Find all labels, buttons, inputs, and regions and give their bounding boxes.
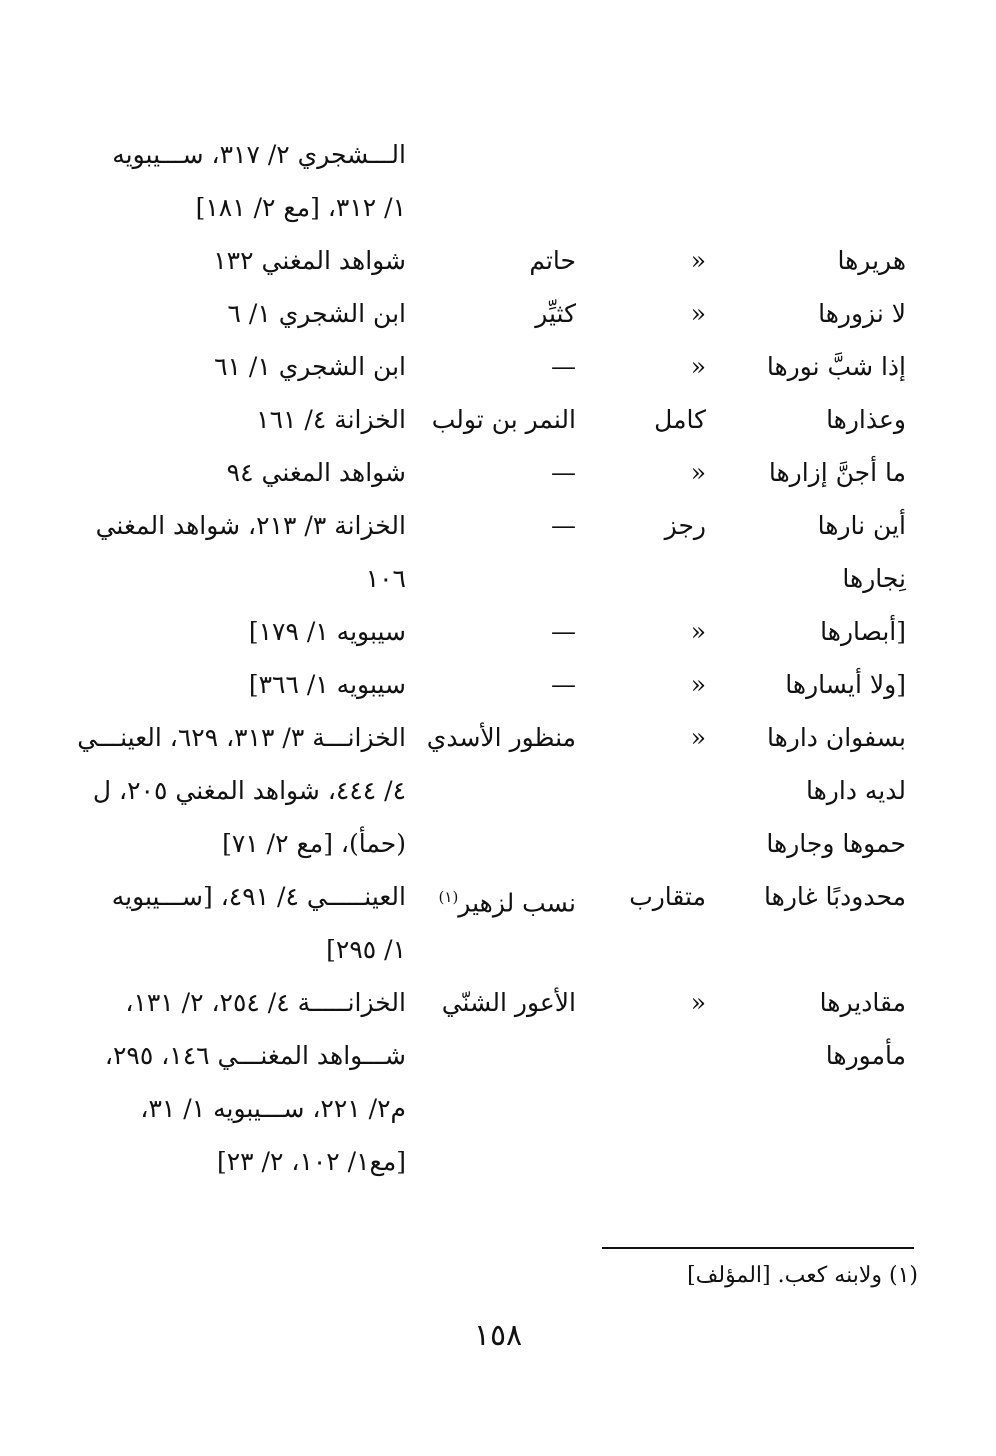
source-cell: الخزانـــة ٣/ ٣١٣، ٦٢٩، العينـــي — [77, 723, 406, 752]
poet-name: نسب لزهير — [458, 888, 576, 918]
source-cell: ١/ ٢٩٥] — [326, 935, 406, 964]
rhyme-word-cell: مقاديرها — [819, 988, 906, 1017]
rhyme-word-cell: وعذارها — [826, 405, 906, 434]
source-cell: الخزانة ٤/ ١٦١ — [256, 405, 406, 434]
source-cell: الـــشجري ٢/ ٣١٧، ســـيبويه — [112, 140, 406, 169]
poet-cell: — — [551, 511, 576, 540]
rhyme-word-cell: ما أجنَّ إزارها — [768, 458, 906, 487]
poet-cell: كثيِّر — [535, 299, 576, 328]
poet-cell: النمر بن تولب — [431, 405, 576, 434]
table-row — [0, 764, 996, 818]
source-cell: العينـــــي ٤/ ٤٩١، [ســـيبويه — [111, 882, 406, 911]
rhyme-word-cell: لديه دارها — [806, 776, 906, 805]
source-cell: ١٠٦ — [365, 564, 406, 593]
meter-cell: « — [690, 670, 706, 699]
source-cell: سيبويه ١/ ٣٦٦] — [248, 670, 406, 699]
source-cell: ابن الشجري ١/ ٦ — [227, 299, 406, 328]
table-row — [0, 658, 996, 712]
rhyme-word-cell: [ولا أيسارها — [785, 670, 906, 699]
rhyme-word-cell: إذا شبَّ نورها — [766, 352, 906, 381]
table-row — [0, 976, 996, 1030]
poet-cell — [416, 870, 576, 930]
table-row — [0, 393, 996, 447]
table-row — [0, 870, 996, 924]
source-cell: ابن الشجري ١/ ٦١ — [214, 352, 406, 381]
footnote-divider — [602, 1247, 914, 1249]
rhyme-word-cell: أين نارها — [817, 511, 906, 540]
meter-cell: رجز — [664, 511, 706, 540]
footnote: (١) ولابنه كعب. [المؤلف] — [687, 1263, 918, 1288]
meter-cell: « — [690, 617, 706, 646]
rhyme-word-cell: بسفوان دارها — [766, 723, 906, 752]
meter-cell: متقارب — [629, 882, 706, 911]
page-number: ١٥٨ — [473, 1318, 523, 1353]
table-row — [0, 446, 996, 500]
source-cell: ١/ ٣١٢، [مع ٢/ ١٨١] — [195, 193, 406, 222]
table-row — [0, 711, 996, 765]
table-row — [0, 923, 996, 977]
meter-cell: « — [690, 988, 706, 1017]
table-row — [0, 1135, 996, 1189]
meter-cell: « — [690, 458, 706, 487]
table-row — [0, 181, 996, 235]
footnote-marker: (١) — [438, 888, 459, 906]
source-cell: شواهد المغني ١٣٢ — [213, 246, 406, 275]
table-row — [0, 234, 996, 288]
rhyme-word-cell: محدودبًا غارها — [764, 882, 906, 911]
rhyme-word-cell: مأمورها — [825, 1041, 906, 1070]
table-row — [0, 128, 996, 182]
poet-cell: — — [551, 352, 576, 381]
poet-cell: — — [551, 670, 576, 699]
source-cell: (حمأ)، [مع ٢/ ٧١] — [222, 829, 406, 858]
meter-cell: كامل — [654, 405, 706, 434]
poet-cell: منظور الأسدي — [426, 723, 576, 752]
table-row — [0, 287, 996, 341]
rhyme-word-cell: لا نزورها — [818, 299, 906, 328]
poet-cell: حاتم — [529, 246, 576, 275]
meter-cell: « — [690, 299, 706, 328]
table-row — [0, 552, 996, 606]
source-cell: [مع١/ ١٠٢، ٢/ ٢٣] — [216, 1147, 406, 1176]
meter-cell: « — [690, 352, 706, 381]
source-cell: م٢/ ٢٢١، ســـيبويه ١/ ٣١، — [140, 1094, 406, 1123]
rhyme-word-cell: [أبصارها — [820, 617, 906, 646]
table-row — [0, 605, 996, 659]
poet-cell: — — [551, 617, 576, 646]
poet-cell: الأعور الشنّي — [441, 988, 576, 1017]
meter-cell: « — [690, 723, 706, 752]
meter-cell: « — [690, 246, 706, 275]
rhyme-word-cell: حموها وجارها — [766, 829, 906, 858]
source-cell: ٤/ ٤٤٤، شواهد المغني ٢٠٥، ل — [92, 776, 406, 805]
table-row — [0, 817, 996, 871]
source-cell: شـــواهد المغنـــي ١٤٦، ٢٩٥، — [104, 1041, 406, 1070]
source-cell: سيبويه ١/ ١٧٩] — [248, 617, 406, 646]
source-cell: الخزانـــــة ٤/ ٢٥٤، ٢/ ١٣١، — [125, 988, 406, 1017]
table-row — [0, 1029, 996, 1083]
poet-cell: — — [551, 458, 576, 487]
rhyme-word-cell: نِجارها — [842, 564, 906, 593]
table-row — [0, 340, 996, 394]
source-cell: شواهد المغني ٩٤ — [226, 458, 406, 487]
source-cell: الخزانة ٣/ ٢١٣، شواهد المغني — [95, 511, 406, 540]
rhyme-word-cell: هريرها — [837, 246, 906, 275]
table-row — [0, 499, 996, 553]
table-row — [0, 1082, 996, 1136]
